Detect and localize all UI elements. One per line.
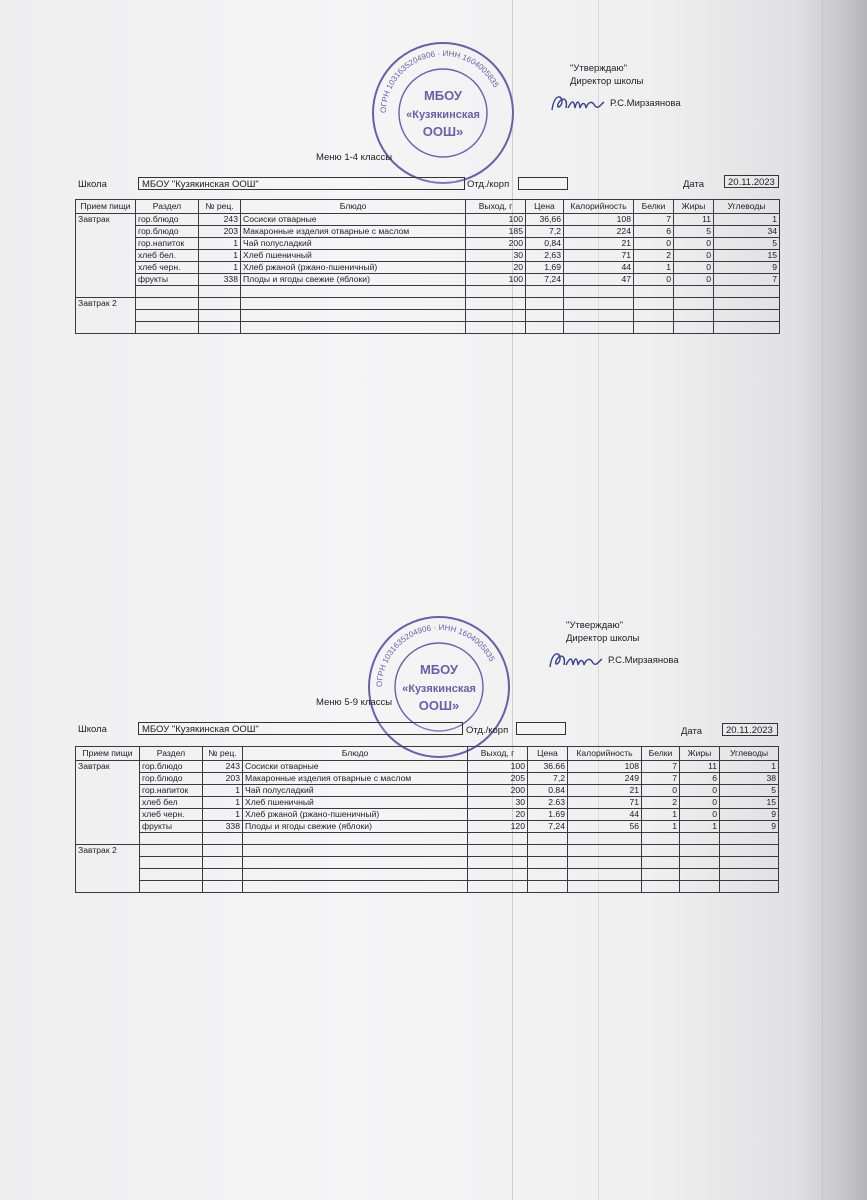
cell-calories: 44: [564, 262, 634, 274]
cell-recipe: 1: [203, 785, 243, 797]
cell-recipe: 1: [199, 250, 241, 262]
cell-section: хлеб бел: [140, 797, 203, 809]
cell-recipe: 338: [203, 821, 243, 833]
cell-price: 0.84: [528, 785, 568, 797]
cell-carbs: 5: [720, 785, 779, 797]
cell-section: фрукты: [136, 274, 199, 286]
cell-weight: 185: [466, 226, 526, 238]
stamp-ring-text: ОГРН 1031635204906 · ИНН 1604005835: [378, 48, 501, 114]
stamp-text-mid: «Кузякинская: [406, 109, 480, 121]
cell-carbs: 9: [720, 809, 779, 821]
table-row: [76, 797, 779, 809]
col-header: № рец.: [203, 747, 243, 761]
cell-price: 7,24: [526, 274, 564, 286]
cell-fat: 5: [674, 226, 714, 238]
cell-protein: 1: [642, 821, 680, 833]
table-row-empty: [76, 833, 779, 845]
cell-dish: Хлеб пшеничный: [243, 797, 468, 809]
stamp-ring-text: ОГРН 1031635204906 · ИНН 1604005835: [374, 622, 497, 688]
cell-fat: 0: [680, 785, 720, 797]
table-row: [76, 773, 779, 785]
cell-price: 36.66: [528, 761, 568, 773]
cell-dish: Плоды и ягоды свежие (яблоки): [241, 274, 466, 286]
table-row-empty: [76, 857, 779, 869]
cell-recipe: 1: [203, 809, 243, 821]
col-header: Раздел: [140, 747, 203, 761]
meal-cell: [76, 797, 140, 809]
cell-dish: Макаронные изделия отварные с маслом: [241, 226, 466, 238]
meal-cell: [76, 773, 140, 785]
school-label: Школа: [78, 724, 107, 735]
director-text: Директор школы: [566, 633, 640, 644]
meal-label: Завтрак 2: [76, 845, 140, 857]
stamp-text-top: МБОУ: [423, 88, 463, 103]
menu-title: Меню 1-4 классы: [316, 152, 393, 163]
table-row: [76, 845, 779, 857]
cell-weight: 30: [468, 797, 528, 809]
cell-carbs: 1: [714, 214, 780, 226]
cell-weight: 100: [468, 761, 528, 773]
cell-recipe: 1: [199, 238, 241, 250]
cell-recipe: 1: [203, 797, 243, 809]
cell-section: хлеб черн.: [136, 262, 199, 274]
cell-protein: 7: [634, 214, 674, 226]
cell-fat: 0: [674, 250, 714, 262]
col-header: Белки: [634, 200, 674, 214]
table-row: [76, 785, 779, 797]
cell-weight: 120: [468, 821, 528, 833]
cell-weight: 100: [466, 214, 526, 226]
date-field: 20.11.2023: [724, 175, 779, 188]
meal-cell: [76, 869, 140, 881]
cell-dish: Сосиски отварные: [241, 214, 466, 226]
cell-fat: 6: [680, 773, 720, 785]
cell-protein: 1: [642, 809, 680, 821]
school-label: Школа: [78, 179, 107, 190]
cell-calories: 47: [564, 274, 634, 286]
approval-block: [566, 619, 679, 673]
col-header: Выход, г: [466, 200, 526, 214]
col-header: Углеводы: [720, 747, 779, 761]
cell-weight: 205: [468, 773, 528, 785]
cell-calories: 21: [564, 238, 634, 250]
school-name-field: МБОУ "Кузякинская ООШ": [138, 722, 463, 735]
cell-protein: 0: [634, 238, 674, 250]
col-header: Выход, г: [468, 747, 528, 761]
director-name: Р.С.Мирзаянова: [610, 97, 681, 109]
cell-carbs: 15: [720, 797, 779, 809]
cell-price: 2.63: [528, 797, 568, 809]
cell-section: хлеб черн.: [140, 809, 203, 821]
cell-fat: 1: [680, 821, 720, 833]
cell-weight: 100: [466, 274, 526, 286]
cell-protein: 6: [634, 226, 674, 238]
cell-dish: Плоды и ягоды свежие (яблоки): [243, 821, 468, 833]
cell-section: гор.блюдо: [140, 773, 203, 785]
cell-calories: 56: [568, 821, 642, 833]
col-header: Блюдо: [241, 200, 466, 214]
cell-price: 1.69: [528, 809, 568, 821]
col-header: Цена: [526, 200, 564, 214]
cell-calories: 44: [568, 809, 642, 821]
table-row-empty: [76, 881, 779, 893]
cell-dish: Хлеб ржаной (ржано-пшеничный): [243, 809, 468, 821]
stamp-text-bot: ООШ»: [422, 124, 464, 139]
col-header: Углеводы: [714, 200, 780, 214]
cell-carbs: 1: [720, 761, 779, 773]
cell-recipe: 338: [199, 274, 241, 286]
cell-dish: Макаронные изделия отварные с маслом: [243, 773, 468, 785]
director-name: Р.С.Мирзаянова: [608, 654, 679, 666]
menu-table: [75, 746, 779, 893]
meal-label: Завтрак: [76, 214, 136, 226]
cell-dish: Чай полусладкий: [243, 785, 468, 797]
cell-fat: 11: [680, 761, 720, 773]
meal-label: Завтрак 2: [76, 298, 136, 310]
dept-field: [516, 722, 566, 735]
cell-weight: 20: [468, 809, 528, 821]
cell-protein: 0: [642, 785, 680, 797]
col-header: Раздел: [136, 200, 199, 214]
stamp-text-top: МБОУ: [419, 662, 459, 677]
table-header-row: [76, 747, 779, 761]
meal-label: Завтрак: [76, 761, 140, 773]
cell-calories: 224: [564, 226, 634, 238]
menu-title: Меню 5-9 классы: [316, 697, 393, 708]
dept-label: Отд./корп: [466, 725, 509, 736]
cell-fat: 11: [674, 214, 714, 226]
approve-text: "Утверждаю": [566, 620, 623, 631]
cell-carbs: 9: [720, 821, 779, 833]
cell-weight: 200: [466, 238, 526, 250]
cell-calories: 249: [568, 773, 642, 785]
cell-dish: Хлеб ржаной (ржано-пшеничный): [241, 262, 466, 274]
cell-recipe: 243: [199, 214, 241, 226]
cell-section: хлеб бел.: [136, 250, 199, 262]
cell-price: 0,84: [526, 238, 564, 250]
cell-price: 36,66: [526, 214, 564, 226]
meal-cell: [76, 833, 140, 845]
cell-price: 1,69: [526, 262, 564, 274]
cell-section: гор.напиток: [140, 785, 203, 797]
meal-cell: [76, 809, 140, 821]
table-row-empty: [76, 869, 779, 881]
col-header: Калорийность: [564, 200, 634, 214]
cell-price: 7,2: [528, 773, 568, 785]
cell-protein: 7: [642, 761, 680, 773]
date-label: Дата: [681, 726, 703, 737]
col-header: № рец.: [199, 200, 241, 214]
cell-section: гор.блюдо: [140, 761, 203, 773]
table-row: [76, 821, 779, 833]
stamp-text-mid: «Кузякинская: [402, 683, 476, 695]
cell-protein: 1: [634, 262, 674, 274]
meal-cell: [76, 881, 140, 893]
col-header: Прием пищи: [76, 747, 140, 761]
cell-fat: 0: [680, 797, 720, 809]
cell-carbs: 7: [714, 274, 780, 286]
cell-carbs: 38: [720, 773, 779, 785]
signature-image: [546, 647, 604, 673]
cell-recipe: 203: [203, 773, 243, 785]
svg-text:ОГРН 1031635204906 · ИНН 16040: [375, 623, 497, 687]
cell-recipe: 243: [203, 761, 243, 773]
date-label: Дата: [683, 179, 705, 190]
cell-carbs: 5: [714, 238, 780, 250]
col-header: Жиры: [674, 200, 714, 214]
cell-carbs: 34: [714, 226, 780, 238]
table-row: [76, 761, 779, 773]
cell-carbs: 9: [714, 262, 780, 274]
date-field: 20.11.2023: [722, 723, 778, 736]
cell-price: 7,2: [526, 226, 564, 238]
cell-section: фрукты: [140, 821, 203, 833]
cell-fat: 0: [680, 809, 720, 821]
col-header: Жиры: [680, 747, 720, 761]
col-header: Белки: [642, 747, 680, 761]
cell-dish: Хлеб пшеничный: [241, 250, 466, 262]
col-header: Прием пищи: [76, 200, 136, 214]
meal-cell: [76, 857, 140, 869]
school-stamp: [364, 612, 514, 762]
cell-fat: 0: [674, 262, 714, 274]
cell-recipe: 1: [199, 262, 241, 274]
meal-cell: [76, 821, 140, 833]
cell-recipe: 203: [199, 226, 241, 238]
cell-fat: 0: [674, 238, 714, 250]
dept-label: Отд./корп: [467, 179, 510, 190]
meal-cell: [76, 785, 140, 797]
cell-weight: 200: [468, 785, 528, 797]
cell-carbs: 15: [714, 250, 780, 262]
cell-weight: 30: [466, 250, 526, 262]
cell-calories: 21: [568, 785, 642, 797]
cell-protein: 2: [634, 250, 674, 262]
col-header: Цена: [528, 747, 568, 761]
table-row: [76, 809, 779, 821]
col-header: Блюдо: [243, 747, 468, 761]
cell-calories: 108: [564, 214, 634, 226]
cell-protein: 0: [634, 274, 674, 286]
stamp-text-bot: ООШ»: [418, 698, 460, 713]
cell-dish: Чай полусладкий: [241, 238, 466, 250]
col-header: Калорийность: [568, 747, 642, 761]
school-name-field: МБОУ "Кузякинская ООШ": [138, 177, 465, 190]
cell-section: гор.напиток: [136, 238, 199, 250]
cell-fat: 0: [674, 274, 714, 286]
cell-price: 7,24: [528, 821, 568, 833]
approve-text: "Утверждаю": [570, 63, 627, 74]
cell-protein: 2: [642, 797, 680, 809]
cell-calories: 71: [564, 250, 634, 262]
cell-calories: 108: [568, 761, 642, 773]
cell-section: гор.блюдо: [136, 226, 199, 238]
cell-weight: 20: [466, 262, 526, 274]
cell-calories: 71: [568, 797, 642, 809]
cell-price: 2,63: [526, 250, 564, 262]
cell-protein: 7: [642, 773, 680, 785]
cell-dish: Сосиски отварные: [243, 761, 468, 773]
cell-section: гор.блюдо: [136, 214, 199, 226]
director-text: Директор школы: [570, 76, 644, 87]
